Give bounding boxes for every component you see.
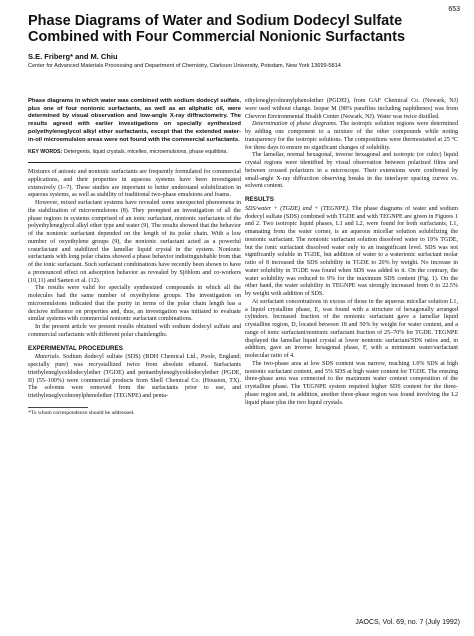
footnote: *To whom correspondence should be addressed. [28,409,135,416]
results-paragraph: At surfactant concentrations in excess of those in the aqueous micellar solution L1, a liquid crystalline phase, E, was found with a structure of hexagonally arranged cylinders. Increased fraction of the nonionic surfactant gave a lamellar liquid crystalline region, D, located between 18 and 50% by weight for water content, and a range of ionic surfactant/nonionic surfactant fraction of 25–70% for TGDE. TEGNPE displayed the lamellar liquid crystal at lower nonionic surfactant/SDS ratios and, in addition, gave an inverse hexagonal phase, F, with a minimum water/surfactant molecular ratio of 4. [245,298,458,359]
intro-paragraph: Mixtures of anionic and nonionic surfactants are frequently formulated for commercial applications, and their properties in aqueous systems have been investigated extensively (1–7). These studies are important to better understand solubilization in aqueous systems, as well as stability of traditional two-phase emulsions and foams. [28,169,241,199]
abstract-divider [28,162,241,163]
journal-citation: JAOCS, Vol. 69, no. 7 (July 1992) [355,619,460,626]
affiliation: Center for Advanced Materials Processing and Department of Chemistry, Clarkson University, Potsdam, New York 13699-5814 [28,63,341,69]
footnote-divider [28,407,88,408]
materials-paragraph [28,354,241,401]
abstract: Phase diagrams in which water was combined with sodium dodecyl sulfate, plus one of four nonionic surfactants, as well as an aliphatic oil, were determined by visual observation and low-angle X-ray diffractometry. The results agreed with earlier investigations on specially synthesized polyethyleneglycol alkyl ether surfactants, except that the extended water-in-oil microemulsion areas were not found with the commercial surfactants. [28,98,241,143]
section-heading-experimental: EXPERIMENTAL PROCEDURES [28,344,123,352]
materials-continued: ethyleneglycolnonylphenolether (PGDEI), from GAF Chemical Co. (Newark, NJ) were used without change. Isopar M (98% paraffins including naphthenes) was from Chevron Environmental Health Center (Newark, NJ). Water was twice distilled. [245,98,458,120]
intro-paragraph: The results were valid for specially synthesized compounds in which all the molecules had the same number of oxyethylene groups. The investigation on microemulsions indicated that the purity in terms of the polar chain length has a decisive influence on properties and, thus, an investigation was initiated to evaluate similar systems with commercial nonionic surfactant combinations. [28,285,241,323]
results-paragraph: The two-phase area at low SDS content was narrow, reaching 1.0% SDS at high nonionic surfactant content, and 5% SDS at high water content for TGDE. The ensuing three-phase area was connected to the maximum water content composition of the crystalline phase. The TEGNPE system required higher SDS content for the three-phase region and, in addition, another three-phase region was found involving the L2 liquid phase plus the two liquid crystals. [245,360,458,406]
author-line: S.E. Friberg* and M. Chiu [28,52,118,61]
page-number: 653 [448,6,460,13]
article-title: Phase Diagrams of Water and Sodium Dodecyl Sulfate Combined with Four Commercial Nonionic Surfactants [28,13,406,45]
left-column [28,98,241,417]
intro-paragraph: In the present article we present results obtained with sodium dodecyl sulfate and commercial surfactants with different polar chainlengths. [28,324,241,338]
keywords [28,149,241,156]
determination-paragraph [245,121,458,152]
determination-text: The isotropic solution regions were determined by adding one component to a mixture of the other compounds while noting transparency for the isotropic solutions. The compositions were thermostatted at 25 °C for three days to ensure no significant changes of solubility. [245,121,459,151]
results-text: The phase diagrams of water and sodium dodecyl sulfate (SDS) combined with TGDE and with TEGNPE are given in Figures 1 and 2. Two isotropic liquid phases, L1 and L2, were found for both surfactants, L1, emanating from the water corner, is an aqueous micellar solution solubilizing the nonionic surfactant. The nonionic surfactant solution dissolved water to 19% TGDE, but the ionic surfactant dissolved water only to an insignificant level. SDS was not significantly soluble in TGDE, but addition of water to a waterionic surfactant molar ratio of 8 increased the SDS solubility in TGDE to 20% by weight. No increase in water solubility in TGDE was found when SDS was added to it. On the contrary, the water solubility was reduced to 9% for the maximum SDS content (Fig. 1). On the other hand, the water solubility in TEGNPE was strongly increased from 0 to 22.5% by weight with addition of SDS. [245,205,458,297]
right-column [245,98,458,407]
section-heading-results: RESULTS [245,196,274,203]
results-label: SDS/water + (TGDE) and + (TEGNPE). [245,205,350,212]
keywords-text: Detergents, liquid crystals, micelles, microemulsions, phase equilibria. [63,149,228,156]
materials-text: Sodium dodecyl sulfate (SDS) (BDH Chemical Ltd., Poole, England; specially pure) was recrystallized twice from absolute ethanol. Surfactants triethyleneglycoldodecylether (TGDE) and pentaethyleneglycoldodecylether (PGDE, II) (55–100%) were commercial products from Shell Chemical Co. (Houston, TX). The solvents were removed from the surfactants prior to use, and triethyleneglycolnonylphenolether (TEGNPE) and penta- [28,354,241,400]
intro-paragraph: However, mixed surfactant systems have revealed some unexpected phenomena in the stabilization of microemulsions (8). They prompted an investigation of all the phase regions in systems comprised of an ionic surfactant, nonionic surfactants of the polyethyleneglycol alkyl ether type and water (9). The results showed that the behavior of the nonionic surfactant depended on the length of its polar chain. With a low number of oxyethylene groups (9), the nonionic surfactant acted as a powerful cosurfactant and stabilized the lamellar liquid crystal in the system. Nonionic surfactants with long polar chains showed a phase behavior indistinguishable from that of the ionic surfactant. Such surfactant combinations have recently been shown to have a pronounced effect on adsorption behavior as revealed by Sjöblom and co-workers (10,11) and Saeten et al. (12). [28,200,241,284]
results-paragraph [245,206,458,299]
materials-label: Materials. [35,354,61,361]
liquid-crystal-paragraph: The lamellar, normal hexagonal, inverse hexagonal and isotropic (or cubic) liquid crystal regions were identified by visual observation between polarized films and between crossed polarizers in a microscope. Their extensions were confirmed by small-angle X-ray diffraction observing breaks in the interlayer spacing curves vs. solvent content. [245,152,458,190]
keywords-label: KEY WORDS: [28,149,63,156]
determination-label: Determination of phase diagrams. [252,121,338,128]
